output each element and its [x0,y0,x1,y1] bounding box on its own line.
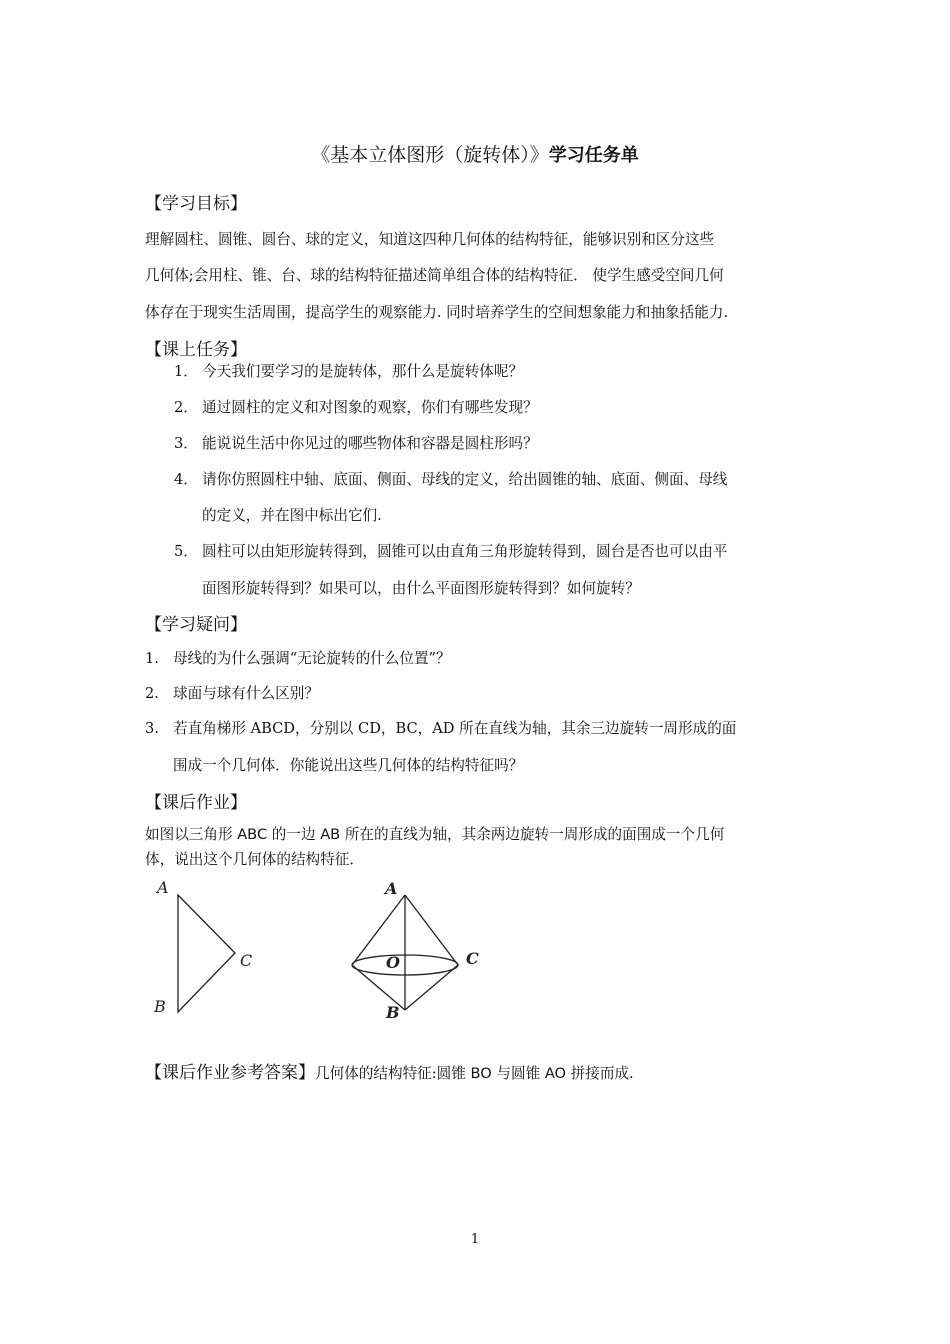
question-number: 1. [145,650,159,667]
task-text: 能说说生活中你见过的哪些物体和容器是圆柱形吗？ [202,435,538,452]
cone-label-b: B [386,1003,400,1022]
cone-label-c: C [466,949,479,968]
answer-text: 与圆锥 [491,1065,545,1082]
title-main: 《基本立体图形（旋转体）》 [311,144,549,166]
answer-text: 拼接而成. [566,1065,634,1082]
question-number: 2. [145,685,159,702]
double-cone-figure [340,870,500,1030]
objectives-line: 几何体;会用柱、锥、台、球的结构特征描述简单组合体的结构特征． 使学生感受空间几何 [145,267,724,284]
title-suffix: 学习任务单 [548,145,639,166]
task-text: 请你仿照圆柱中轴、底面、侧面、母线的定义，给出圆锥的轴、底面、侧面、母线 [202,471,728,488]
task-item [174,468,727,489]
questions-heading: 【学习疑问】 [145,615,247,635]
task-item [174,432,538,453]
cone-label-o: O [386,953,400,972]
task-number: 3． [174,435,198,452]
homework-line: 体，说出这个几何体的结构特征． [145,851,364,868]
question-number: 3. [145,720,159,737]
triangle-figure [140,870,280,1030]
homework-text: 所在的直线为轴，其余两边旋转一周形成的面围成一个几何 [340,826,725,843]
task-item [174,360,523,381]
homework-heading: 【课后作业】 [145,793,247,813]
homework-line [145,823,724,844]
task-item [174,396,538,417]
question-item [145,647,451,668]
answer-heading: 【课后作业参考答案】 [145,1063,315,1083]
task-text: 圆柱可以由矩形旋转得到，圆锥可以由直角三角形旋转得到，圆台是否也可以由平 [202,543,728,560]
homework-text-latin: AB [320,826,341,843]
cone-label-a: A [385,879,398,898]
question-text: 球面与球有什么区别？ [173,685,319,702]
page-number: 1 [470,1232,480,1247]
triangle-label-c: C [240,951,253,970]
cone-generatrix [405,965,458,1010]
task-number: 5． [174,543,198,560]
task-text: 今天我们要学习的是旋转体，那什么是旋转体呢？ [202,363,524,380]
task-text: 通过圆柱的定义和对图象的观察，你们有哪些发现？ [202,399,538,416]
page-title [0,140,950,167]
class-tasks-heading: 【课上任务】 [145,340,247,360]
homework-text: 如图以三角形 [145,826,238,843]
question-item [145,682,319,703]
answer-text-latin: BO [470,1065,492,1082]
answer-line [145,1058,634,1083]
task-number: 1． [174,363,198,380]
task-number: 4． [174,471,198,488]
homework-text: 的一边 [267,826,321,843]
task-item [174,540,727,561]
triangle-label-a: A [157,878,169,897]
homework-text-latin: ABC [237,826,268,843]
objectives-line: 理解圆柱、圆锥、圆台、球的定义，知道这四种几何体的结构特征，能够识别和区分这些 [145,231,715,248]
task-text-continued: 的定义，并在图中标出它们. [202,507,382,524]
objectives-heading: 【学习目标】 [145,194,247,214]
triangle-label-b: B [154,997,166,1016]
answer-text: 几何体的结构特征:圆锥 [315,1065,471,1082]
question-text-continued: 围成一个几何体．你能说出这些几何体的结构特征吗？ [173,757,524,774]
task-number: 2． [174,399,198,416]
question-text: 母线的为什么强调“无论旋转的什么位置”？ [173,650,451,667]
triangle-abc [178,895,235,1012]
objectives-line: 体存在于现实生活周围，提高学生的观察能力. 同时培养学生的空间想象能力和抽象括能力. [145,304,729,321]
task-text-continued: 面图形旋转得到？如果可以，由什么平面图形旋转得到？如何旋转？ [202,580,640,597]
question-item [145,717,736,738]
answer-text-latin: AO [544,1065,567,1082]
question-text: 若直角梯形 ABCD，分别以 CD，BC，AD 所在直线为轴，其余三边旋转一周形成的面 [173,720,737,737]
